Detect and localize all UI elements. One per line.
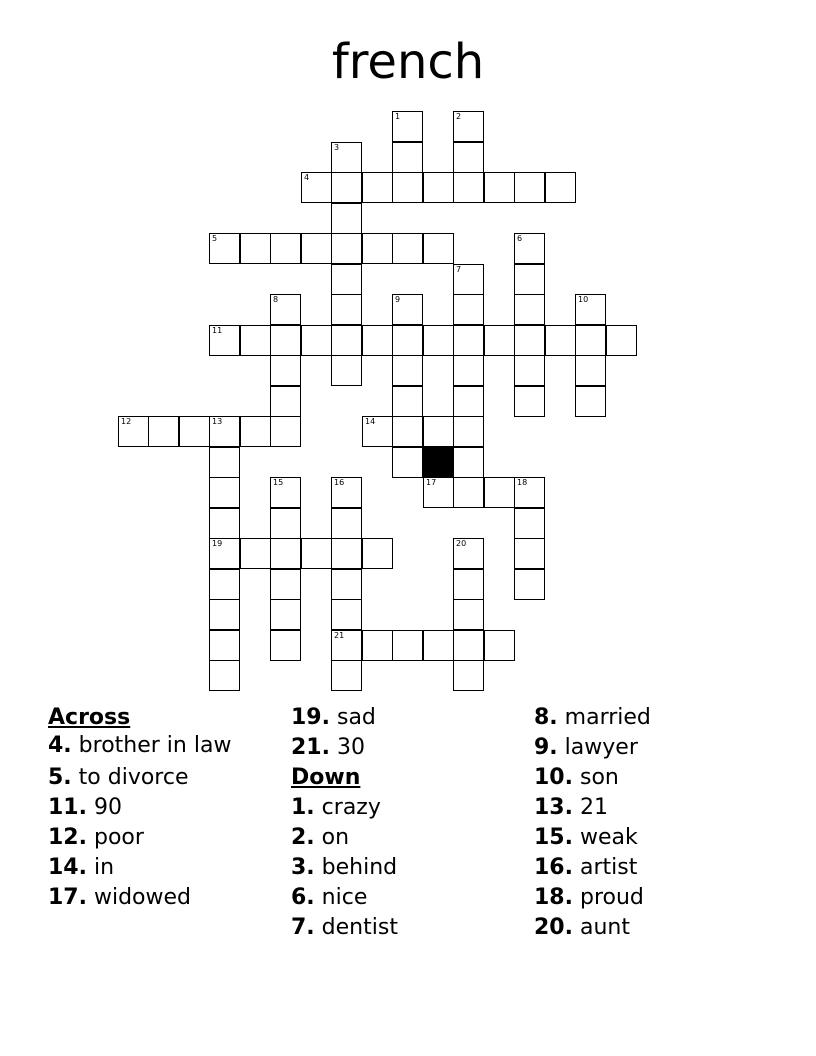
clue-number-label: 12 xyxy=(121,417,132,426)
grid-cell[interactable] xyxy=(392,416,423,447)
across-clue xyxy=(48,823,288,853)
grid-cell[interactable] xyxy=(423,630,454,661)
grid-cell[interactable] xyxy=(453,264,484,295)
down-clue xyxy=(534,823,774,853)
grid-cell[interactable] xyxy=(362,630,393,661)
grid-cell[interactable] xyxy=(301,325,332,356)
grid-cell[interactable] xyxy=(575,386,606,417)
grid-cell[interactable] xyxy=(453,325,484,356)
clue-text: artist xyxy=(579,855,638,880)
grid-cell[interactable] xyxy=(331,538,362,569)
grid-cell[interactable] xyxy=(453,538,484,569)
grid-cell[interactable] xyxy=(514,477,545,508)
grid-cell[interactable] xyxy=(331,477,362,508)
down-clue xyxy=(291,793,531,823)
grid-cell[interactable] xyxy=(392,355,423,386)
grid-cell[interactable] xyxy=(453,599,484,630)
grid-cell[interactable] xyxy=(270,386,301,417)
grid-cell[interactable] xyxy=(514,538,545,569)
clue-number: 11. xyxy=(48,795,87,820)
grid-cell[interactable] xyxy=(392,325,423,356)
grid-cell[interactable] xyxy=(331,599,362,630)
grid-cell[interactable] xyxy=(331,325,362,356)
grid-cell[interactable] xyxy=(514,264,545,295)
clue-number: 8. xyxy=(534,705,558,730)
grid-cell[interactable] xyxy=(392,294,423,325)
grid-cell[interactable] xyxy=(392,172,423,203)
grid-cell[interactable] xyxy=(453,294,484,325)
grid-cell[interactable] xyxy=(392,233,423,264)
puzzle-title: french xyxy=(331,34,485,90)
grid-cell[interactable] xyxy=(362,325,393,356)
clue-text: crazy xyxy=(321,795,381,820)
grid-cell[interactable] xyxy=(209,630,240,661)
grid-cell[interactable] xyxy=(606,325,637,356)
clue-number: 2. xyxy=(291,825,315,850)
clue-text: nice xyxy=(321,885,368,910)
black-cell xyxy=(423,447,454,478)
grid-cell[interactable] xyxy=(240,538,271,569)
grid-cell[interactable] xyxy=(270,508,301,539)
grid-cell[interactable] xyxy=(209,233,240,264)
down-clue xyxy=(534,703,774,733)
down-clue xyxy=(291,883,531,913)
grid-cell[interactable] xyxy=(209,477,240,508)
clue-text: 21 xyxy=(579,795,608,820)
clue-text: on xyxy=(321,825,350,850)
down-clue xyxy=(534,883,774,913)
grid-cell[interactable] xyxy=(362,172,393,203)
grid-cell[interactable] xyxy=(209,599,240,630)
grid-cell[interactable] xyxy=(514,172,545,203)
clue-number: 12. xyxy=(48,825,87,850)
clue-text: 90 xyxy=(93,795,122,820)
grid-cell[interactable] xyxy=(362,233,393,264)
across-clue xyxy=(48,733,288,759)
clue-number-label: 8 xyxy=(273,295,279,304)
grid-cell[interactable] xyxy=(453,630,484,661)
grid-cell[interactable] xyxy=(331,630,362,661)
grid-cell[interactable] xyxy=(270,599,301,630)
clue-text: widowed xyxy=(93,885,192,910)
clue-number: 9. xyxy=(534,735,558,760)
grid-cell[interactable] xyxy=(301,538,332,569)
grid-cell[interactable] xyxy=(514,294,545,325)
grid-cell[interactable] xyxy=(575,325,606,356)
clue-number: 19. xyxy=(291,705,330,730)
grid-cell[interactable] xyxy=(453,477,484,508)
clue-text: 30 xyxy=(336,735,365,760)
grid-cell[interactable] xyxy=(392,447,423,478)
grid-cell[interactable] xyxy=(331,294,362,325)
clue-text: weak xyxy=(579,825,638,850)
grid-cell[interactable] xyxy=(575,355,606,386)
grid-cell[interactable] xyxy=(331,203,362,234)
clue-number-label: 18 xyxy=(517,478,528,487)
grid-cell[interactable] xyxy=(362,416,393,447)
grid-cell[interactable] xyxy=(453,355,484,386)
clue-number-label: 5 xyxy=(212,234,218,243)
across-header: Across xyxy=(48,705,131,730)
grid-cell[interactable] xyxy=(331,508,362,539)
clue-number: 10. xyxy=(534,765,573,790)
grid-cell[interactable] xyxy=(514,569,545,600)
grid-cell[interactable] xyxy=(575,294,606,325)
clue-number-label: 3 xyxy=(334,143,340,152)
grid-cell[interactable] xyxy=(331,233,362,264)
grid-cell[interactable] xyxy=(148,416,179,447)
clue-number-label: 13 xyxy=(212,417,223,426)
clue-number: 4. xyxy=(48,733,72,758)
clue-text: sad xyxy=(336,705,376,730)
grid-cell[interactable] xyxy=(423,172,454,203)
clue-number-label: 14 xyxy=(365,417,376,426)
grid-cell[interactable] xyxy=(270,416,301,447)
grid-cell[interactable] xyxy=(423,233,454,264)
grid-cell[interactable] xyxy=(392,386,423,417)
grid-cell[interactable] xyxy=(453,111,484,142)
clue-number: 17. xyxy=(48,885,87,910)
grid-cell[interactable] xyxy=(240,325,271,356)
grid-cell[interactable] xyxy=(331,264,362,295)
grid-cell[interactable] xyxy=(514,355,545,386)
grid-cell[interactable] xyxy=(453,447,484,478)
clue-text: married xyxy=(564,705,651,730)
clue-column-2 xyxy=(291,703,531,943)
grid-cell[interactable] xyxy=(453,660,484,691)
grid-cell[interactable] xyxy=(453,142,484,173)
grid-cell[interactable] xyxy=(209,416,240,447)
down-clue xyxy=(291,913,531,943)
clue-number: 14. xyxy=(48,855,87,880)
clue-number-label: 4 xyxy=(304,173,310,182)
grid-cell[interactable] xyxy=(392,630,423,661)
clue-number: 16. xyxy=(534,855,573,880)
grid-cell[interactable] xyxy=(545,325,576,356)
grid-cell[interactable] xyxy=(453,172,484,203)
clue-number: 20. xyxy=(534,915,573,940)
grid-cell[interactable] xyxy=(392,142,423,173)
grid-cell[interactable] xyxy=(423,325,454,356)
grid-cell[interactable] xyxy=(514,325,545,356)
clue-text: poor xyxy=(93,825,144,850)
clue-number: 6. xyxy=(291,885,315,910)
grid-cell[interactable] xyxy=(270,538,301,569)
clue-number-label: 21 xyxy=(334,631,345,640)
grid-cell[interactable] xyxy=(331,172,362,203)
clue-number: 21. xyxy=(291,735,330,760)
across-clue xyxy=(48,793,288,823)
grid-cell[interactable] xyxy=(392,111,423,142)
grid-cell[interactable] xyxy=(453,386,484,417)
grid-cell[interactable] xyxy=(209,538,240,569)
grid-cell[interactable] xyxy=(270,294,301,325)
clue-number-label: 19 xyxy=(212,539,223,548)
grid-cell[interactable] xyxy=(484,630,515,661)
clue-number: 5. xyxy=(48,765,72,790)
clue-text: in xyxy=(93,855,115,880)
across-clue xyxy=(48,883,288,913)
clue-text: aunt xyxy=(579,915,630,940)
grid-cell[interactable] xyxy=(270,355,301,386)
grid-cell[interactable] xyxy=(514,233,545,264)
clue-text: dentist xyxy=(321,915,398,940)
grid-cell[interactable] xyxy=(545,172,576,203)
clue-number-label: 9 xyxy=(395,295,401,304)
grid-cell[interactable] xyxy=(423,416,454,447)
grid-cell[interactable] xyxy=(331,569,362,600)
down-clue xyxy=(534,913,774,943)
clue-number: 7. xyxy=(291,915,315,940)
clue-number-label: 2 xyxy=(456,112,462,121)
grid-cell[interactable] xyxy=(270,477,301,508)
clue-column-3 xyxy=(534,703,774,943)
clue-number-label: 16 xyxy=(334,478,345,487)
clue-number: 18. xyxy=(534,885,573,910)
clue-number-label: 6 xyxy=(517,234,523,243)
clue-text: behind xyxy=(321,855,398,880)
grid-cell[interactable] xyxy=(331,355,362,386)
grid-cell[interactable] xyxy=(179,416,210,447)
clue-number-label: 17 xyxy=(426,478,437,487)
clue-column-1 xyxy=(48,703,288,913)
grid-cell[interactable] xyxy=(270,569,301,600)
clue-number: 13. xyxy=(534,795,573,820)
grid-cell[interactable] xyxy=(423,477,454,508)
grid-cell[interactable] xyxy=(270,233,301,264)
across-clue xyxy=(48,763,288,793)
clue-number: 1. xyxy=(291,795,315,820)
grid-cell[interactable] xyxy=(514,508,545,539)
grid-cell[interactable] xyxy=(209,447,240,478)
down-clue xyxy=(534,853,774,883)
down-clue xyxy=(534,733,774,763)
grid-cell[interactable] xyxy=(362,538,393,569)
across-clue xyxy=(291,703,531,733)
down-clue xyxy=(291,823,531,853)
clue-text: son xyxy=(579,765,619,790)
clue-text: to divorce xyxy=(78,765,189,790)
clue-number-label: 11 xyxy=(212,326,223,335)
clue-number-label: 10 xyxy=(578,295,589,304)
grid-cell[interactable] xyxy=(453,569,484,600)
grid-cell[interactable] xyxy=(270,325,301,356)
clue-text: lawyer xyxy=(564,735,638,760)
clue-number: 3. xyxy=(291,855,315,880)
grid-cell[interactable] xyxy=(484,325,515,356)
grid-cell[interactable] xyxy=(331,142,362,173)
down-clue xyxy=(534,793,774,823)
clue-number-label: 1 xyxy=(395,112,401,121)
grid-cell[interactable] xyxy=(514,386,545,417)
grid-cell[interactable] xyxy=(484,477,515,508)
grid-cell[interactable] xyxy=(209,569,240,600)
clue-text: proud xyxy=(579,885,644,910)
clue-number: 15. xyxy=(534,825,573,850)
grid-cell[interactable] xyxy=(301,172,332,203)
grid-cell[interactable] xyxy=(453,416,484,447)
clue-text: brother in law xyxy=(78,733,232,758)
grid-cell[interactable] xyxy=(209,325,240,356)
clue-number-label: 7 xyxy=(456,265,462,274)
across-clue xyxy=(291,733,531,763)
grid-cell[interactable] xyxy=(240,416,271,447)
clue-number-label: 15 xyxy=(273,478,284,487)
grid-cell[interactable] xyxy=(240,233,271,264)
down-clue xyxy=(291,853,531,883)
clue-number-label: 20 xyxy=(456,539,467,548)
grid-cell[interactable] xyxy=(270,630,301,661)
grid-cell[interactable] xyxy=(331,660,362,691)
grid-cell[interactable] xyxy=(118,416,149,447)
grid-cell[interactable] xyxy=(209,508,240,539)
down-header: Down xyxy=(291,765,361,790)
across-clue xyxy=(48,853,288,883)
grid-cell[interactable] xyxy=(209,660,240,691)
grid-cell[interactable] xyxy=(301,233,332,264)
down-clue xyxy=(534,763,774,793)
grid-cell[interactable] xyxy=(484,172,515,203)
